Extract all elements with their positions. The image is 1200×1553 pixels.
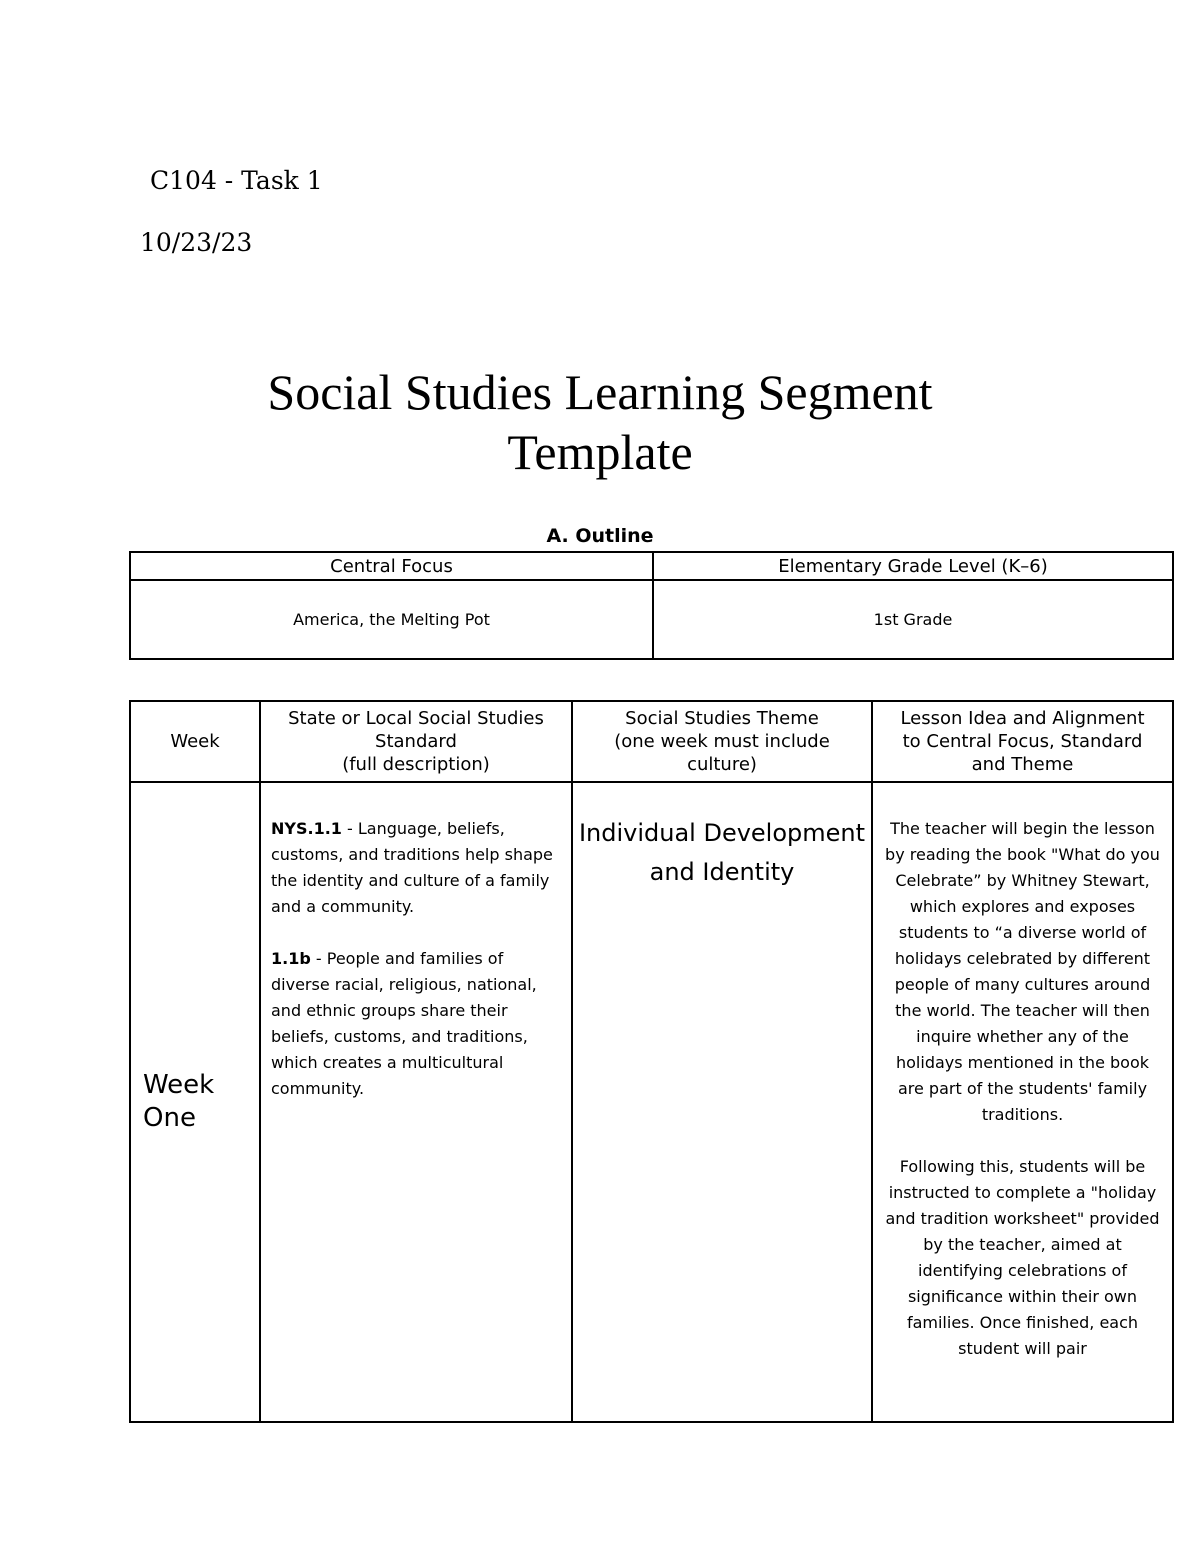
grade-level-value: 1st Grade [653, 580, 1173, 659]
plan-header-row [130, 701, 1173, 782]
week-header-label: Week [170, 731, 220, 752]
theme-text: Individual Development and Identity [578, 819, 866, 886]
standard-cell [260, 782, 572, 1422]
outline-value-row [130, 580, 1173, 659]
standard-header-line-1: State or Local Social Studies [288, 708, 544, 729]
standard-code-2: 1.1b [271, 949, 311, 968]
standard-header [260, 701, 572, 782]
standard-header-line-2: Standard [375, 731, 457, 752]
grade-level-header: Elementary Grade Level (K–6) [653, 552, 1173, 580]
page-title-line-2: Template [507, 424, 693, 480]
lesson-plan-table [129, 700, 1174, 1423]
standard-item-2 [271, 946, 561, 1102]
theme-cell [572, 782, 872, 1422]
central-focus-value: America, the Melting Pot [130, 580, 653, 659]
date-label: 10/23/23 [140, 228, 253, 257]
week-label-line-1: Week [143, 1070, 215, 1100]
lesson-cell [872, 782, 1173, 1422]
central-focus-header: Central Focus [130, 552, 653, 580]
course-task-label: C104 - Task 1 [150, 166, 323, 195]
page-title [0, 362, 1200, 482]
week-header [130, 701, 260, 782]
standard-item-1 [271, 816, 561, 920]
theme-header-line-3: culture) [687, 754, 757, 775]
lesson-header-line-2: to Central Focus, Standard [902, 731, 1143, 752]
table-row [130, 782, 1173, 1422]
standard-code-1: NYS.1.1 [271, 819, 342, 838]
theme-header-line-2: (one week must include [614, 731, 830, 752]
week-cell [130, 782, 260, 1422]
outline-header-row [130, 552, 1173, 580]
lesson-paragraph-1: The teacher will begin the lesson by reading the book "What do you Celebrate” by Whitney Stewart, which explores and exposes students to “a diverse world of holidays celebrated by different people of many cultures around the world. The teacher will then inquire whether any of the holidays mentioned in the book are part of the students' family traditions. [885, 819, 1160, 1124]
lesson-text-wrap [881, 816, 1164, 1386]
lesson-header [872, 701, 1173, 782]
lesson-header-line-1: Lesson Idea and Alignment [900, 708, 1145, 729]
theme-header [572, 701, 872, 782]
theme-header-line-1: Social Studies Theme [625, 708, 819, 729]
outline-table [129, 551, 1174, 660]
standard-header-line-3: (full description) [342, 754, 490, 775]
page-title-line-1: Social Studies Learning Segment [267, 364, 933, 420]
week-label-line-2: One [143, 1103, 196, 1133]
standard-text-2: - People and families of diverse racial, religious, national, and ethnic groups share their beliefs, customs, and traditions, which creates a multicultural community. [271, 949, 537, 1098]
lesson-paragraph-2: Following this, students will be instructed to complete a "holiday and tradition worksheet" provided by the teacher, aimed at identifying celebrations of significance within their own families. Once finished, each student will pair [885, 1157, 1160, 1358]
standard-text-1: - Language, beliefs, customs, and traditions help shape the identity and culture of a family and a community. [271, 819, 553, 916]
lesson-header-line-3: and Theme [971, 754, 1074, 775]
section-heading: A. Outline [546, 525, 654, 547]
